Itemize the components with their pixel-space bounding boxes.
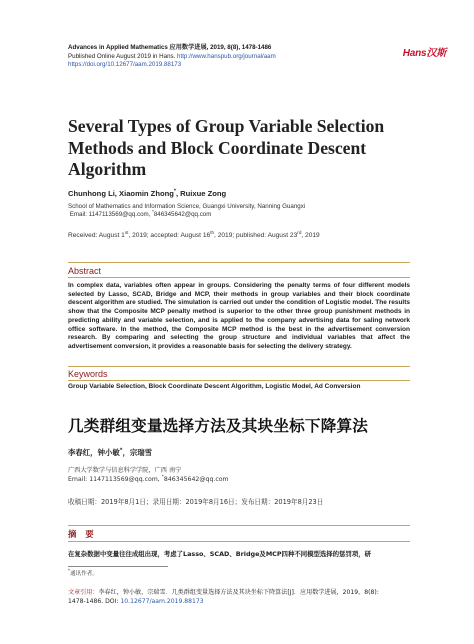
section-rule: [68, 366, 410, 367]
section-rule: [68, 525, 410, 526]
abstract-heading: Abstract: [68, 266, 102, 276]
dates: Received: August 1st, 2019; accepted: August 16th, 2019; published: August 23rd, 2019: [68, 229, 320, 239]
abstract-text: In complex data, variables often appear in groups. Considering the penalty terms of four different models selected by Lasso, SCAD, Bridge and MCP, their methods in group variables and their block coordinate descent algorithm are studied. The simulation is carried out under the condition of Logistic model. The results show that the Composite MCP penalty method is superior to the other three group punishment methods in predicting ability and variable selection, and is applied to the company advertising data for saling network office software. In the method, the Composite MCP method is the best in the advertisement conversion research. By comparing and selecting the group structure and individual variables that affect the advertisement conversion, it provides a reasonable basis for selecting the delivery strategy.: [68, 282, 410, 350]
journal-header: [68, 44, 414, 70]
doi-link[interactable]: https://doi.org/10.12677/aam.2019.88173: [68, 61, 182, 69]
chinese-affiliation: 广西大学数学与信息科学学院，广西 南宁 Email: 1147113569@qq.com, *846345642@qq.com: [68, 467, 229, 484]
footnote-rule: [68, 566, 168, 567]
chinese-email-line: Email: 1147113569@qq.com, *846345642@qq.com: [68, 475, 229, 484]
affiliation: School of Mathematics and Information Science, Guangxi University, Nanning Guangxi Email: 1147113569@qq.com, *846345642@qq.com: [68, 203, 418, 220]
published-line: Published Online August 2019 in Hans. http://www.hanspub.org/journal/aam: [68, 52, 276, 60]
footnote: *通讯作者。: [68, 568, 98, 577]
section-rule: [68, 277, 410, 278]
chinese-dates: 收稿日期：2019年8月1日；录用日期：2019年8月16日；发布日期：2019年8月23日: [68, 498, 324, 506]
keywords-heading: Keywords: [68, 369, 108, 379]
hans-logo: Hans汉斯: [402, 48, 446, 59]
chinese-abstract-heading: 摘 要: [68, 529, 97, 539]
chinese-title: 几类群组变量选择方法及其块坐标下降算法: [68, 417, 369, 435]
section-rule: [68, 380, 410, 381]
authors: Chunhong Li, Xiaomin Zhong*, Ruixue Zong: [68, 188, 227, 198]
section-rule: [68, 541, 410, 542]
citation-doi-link[interactable]: 10.12677/aam.2019.88173: [120, 597, 204, 605]
email-line: Email: 1147113569@qq.com, *846345642@qq.com: [69, 209, 212, 219]
citation: 文章引用：李春红，钟小敏，宗瑞雪．几类群组变量选择方法及其块坐标下降算法[J]．应用数学进展，2019，8(8): 1478-1486. DOI: 10.12677/aam.2019.88173: [68, 589, 379, 605]
chinese-abstract-text: 在复杂数据中变量往往成组出现，考虑了Lasso、SCAD、Bridge及MCP四种不同模型选择的惩罚项，研: [68, 550, 372, 558]
journal-url-link[interactable]: http://www.hanspub.org/journal/aam: [177, 52, 276, 60]
chinese-authors: 李春红，钟小敏*，宗瑞雪: [68, 447, 153, 457]
paper-title: Several Types of Group Variable Selection Methods and Block Coordinate Descent Algorithm: [68, 116, 385, 179]
keywords-text: Group Variable Selection, Block Coordinate Descent Algorithm, Logistic Model, Ad Conversion: [68, 383, 361, 390]
journal-line: Advances in Applied Mathematics 应用数学进展, 2019, 8(8), 1478-1486: [68, 44, 272, 51]
section-rule: [68, 262, 410, 263]
